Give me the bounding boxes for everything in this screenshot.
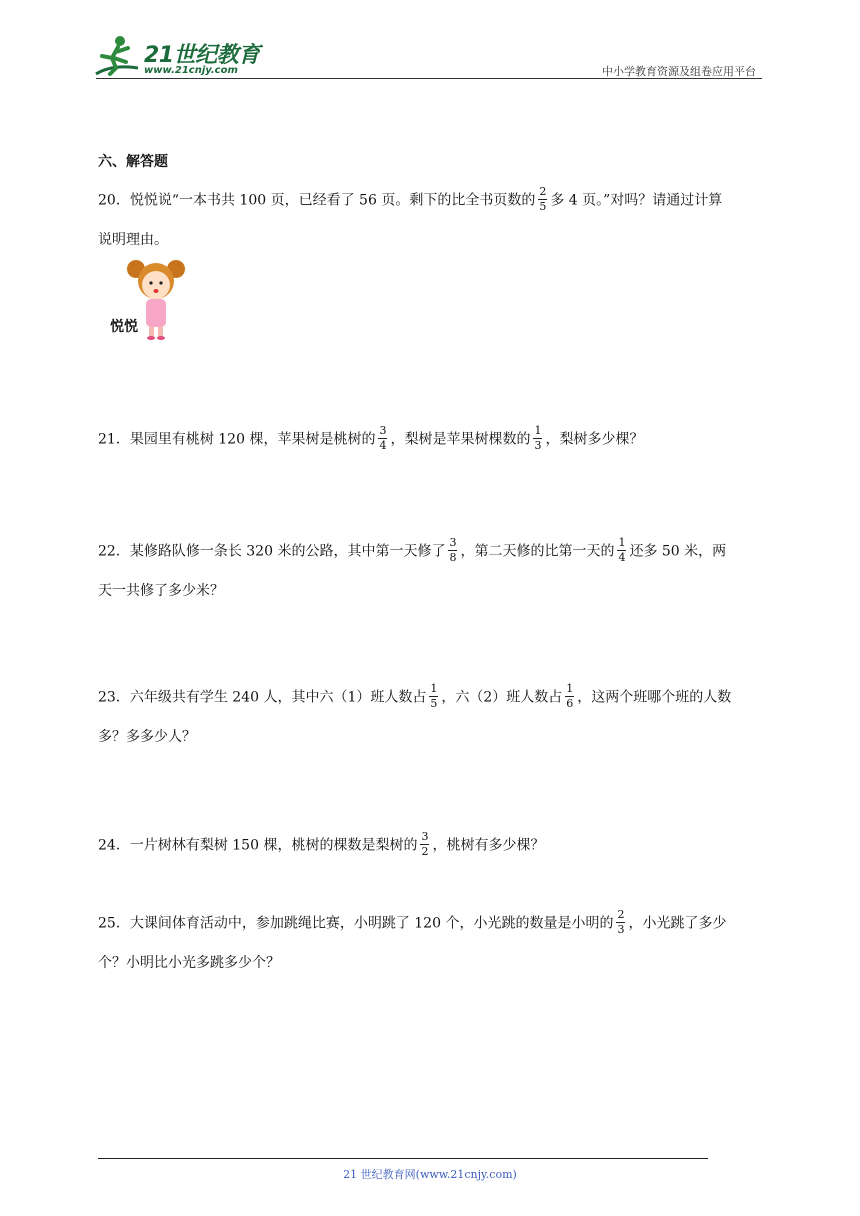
question-23 [98, 684, 766, 747]
fraction [617, 537, 626, 564]
question-text: ，梨树是苹果树棵数的 [390, 431, 531, 448]
fraction [420, 831, 429, 858]
question-text: 还多 50 米，两 [629, 543, 727, 560]
question-text: ，梨树多少棵？ [545, 431, 644, 448]
fraction [378, 425, 387, 452]
question-text-continued: 说明理由。 [98, 232, 168, 248]
figure-label: 悦悦 [110, 319, 138, 335]
fraction-numerator: 1 [566, 682, 574, 695]
fraction-numerator: 1 [534, 424, 542, 437]
fraction-denominator: 5 [430, 697, 438, 710]
question-text: 一片树林有梨树 150 棵，桃树的棵数是梨树的 [129, 837, 418, 854]
question-number: 21． [98, 431, 130, 448]
fraction [429, 683, 438, 710]
question-text: 多 4 页。”对吗？请通过计算 [550, 192, 723, 209]
fraction [538, 186, 547, 213]
question-number: 23． [98, 689, 130, 706]
fraction [616, 909, 625, 936]
fraction-denominator: 8 [449, 551, 457, 564]
logo [92, 34, 262, 80]
question-number: 22． [98, 543, 130, 560]
question-text: 大课间体育活动中，参加跳绳比赛，小明跳了 120 个，小光跳的数量是小明的 [129, 915, 614, 932]
section-title: 六、解答题 [98, 154, 168, 170]
question-text-continued: 多？多多少人？ [98, 729, 196, 745]
question-21 [98, 426, 766, 453]
footer-link[interactable]: 21 世纪教育网(www.21cnjy.com) [343, 1168, 517, 1181]
fraction-numerator: 3 [379, 424, 387, 437]
fraction-denominator: 6 [566, 697, 574, 710]
fraction [533, 425, 542, 452]
header-divider [96, 78, 762, 79]
runner-logo-icon [92, 34, 144, 80]
question-text: ，小光跳了多少 [628, 915, 727, 932]
question-text: 果园里有桃树 120 棵，苹果树是桃树的 [129, 431, 376, 448]
question-text: 某修路队修一条长 320 米的公路，其中第一天修了 [129, 543, 446, 560]
fraction-denominator: 5 [539, 200, 547, 213]
logo-url: www.21cnjy.com [144, 65, 238, 76]
question-text: 六年级共有学生 240 人，其中六（1）班人数占 [129, 689, 427, 706]
fraction-numerator: 3 [421, 830, 429, 843]
question-number: 24． [98, 837, 130, 854]
footer-divider [98, 1158, 708, 1159]
logo-text: 21世纪教育 [144, 43, 260, 68]
fraction [448, 537, 457, 564]
question-20 [98, 187, 766, 250]
fraction-denominator: 2 [421, 845, 429, 858]
question-text: ，桃树有多少棵？ [432, 837, 545, 854]
fraction [565, 683, 574, 710]
question-text: ，这两个班哪个班的人数 [577, 689, 732, 706]
question-text-continued: 个？小明比小光多跳多少个？ [98, 955, 280, 971]
question-24 [98, 832, 766, 859]
question-number: 20． [98, 192, 130, 209]
fraction-numerator: 3 [449, 536, 457, 549]
fraction-denominator: 3 [617, 923, 625, 936]
header-platform-text: 中小学教育资源及组卷应用平台 [602, 65, 756, 78]
fraction-numerator: 1 [430, 682, 438, 695]
question-22 [98, 538, 766, 601]
question-text-continued: 天一共修了多少米？ [98, 583, 224, 599]
question-number: 25． [98, 915, 130, 932]
fraction-numerator: 2 [539, 185, 547, 198]
fraction-denominator: 4 [618, 551, 626, 564]
fraction-numerator: 2 [617, 908, 625, 921]
fraction-denominator: 4 [379, 439, 387, 452]
question-text: ，第二天修的比第一天的 [460, 543, 615, 560]
question-text: 悦悦说“一本书共 100 页，已经看了 56 页。剩下的比全书页数的 [129, 192, 536, 209]
fraction-numerator: 1 [618, 536, 626, 549]
question-25 [98, 910, 766, 973]
fraction-denominator: 3 [534, 439, 542, 452]
question-text: ，六（2）班人数占 [441, 689, 563, 706]
